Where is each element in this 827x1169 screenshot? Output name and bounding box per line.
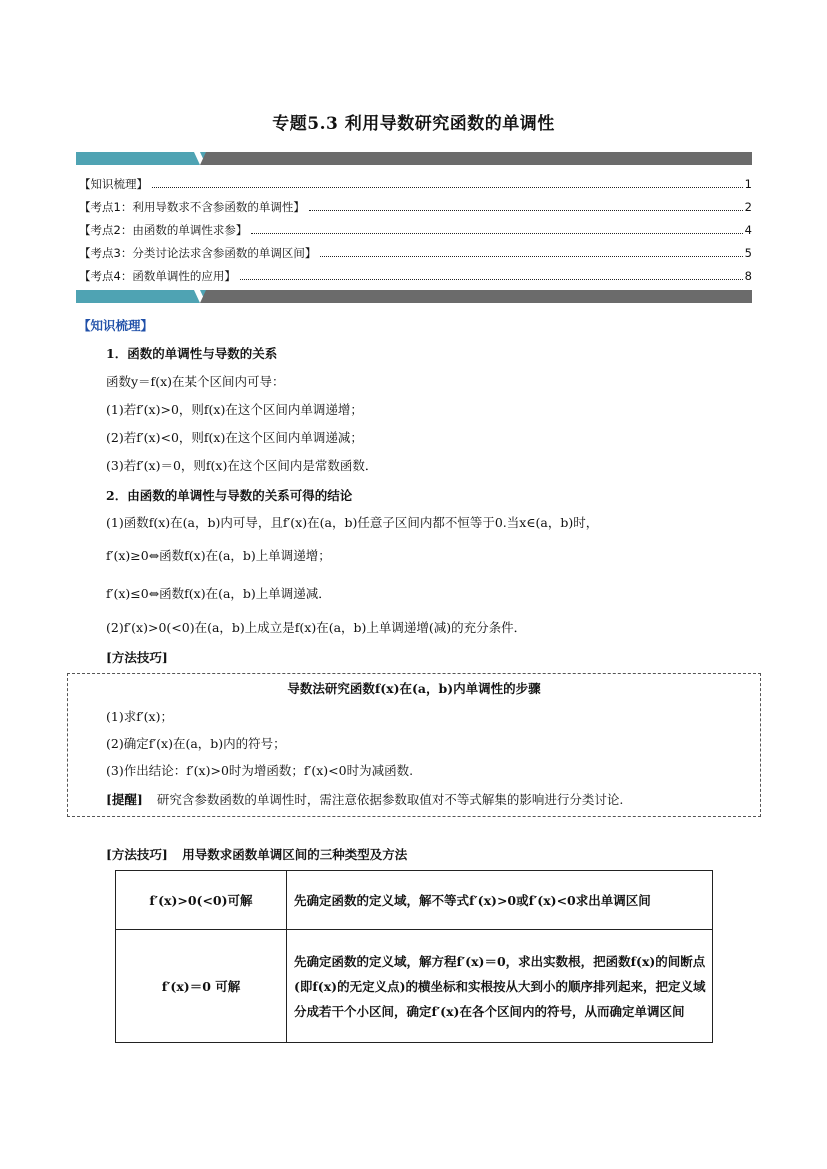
toc-entry[interactable] <box>79 176 752 199</box>
toc-leader-dots <box>251 233 742 234</box>
toc-entry-page: 8 <box>744 269 752 283</box>
method-label: [方法技巧] <box>106 650 168 665</box>
steps-box <box>67 673 761 817</box>
tip-label: [提醒] <box>106 792 143 807</box>
toc-entry[interactable] <box>79 199 752 222</box>
steps-box-line: (3)作出结论：f′(x)>0时为增函数；f′(x)<0时为减函数. <box>106 763 414 778</box>
method-table <box>115 870 713 1043</box>
paragraph-line: f′(x)≥0⇔函数f(x)在(a，b)上单调递增； <box>106 548 331 563</box>
table-cell-case: f′(x)>0(<0)可解 <box>116 871 287 930</box>
paragraph-line: (2)f′(x)>0(<0)在(a，b)上成立是f(x)在(a，b)上单调递增(减)的充分条件． <box>106 620 527 635</box>
table-cell-method: 先确定函数的定义域，解不等式f′(x)>0或f′(x)<0求出单调区间 <box>287 871 713 930</box>
toc-entry-page: 2 <box>744 200 752 214</box>
toc-leader-dots <box>240 279 743 280</box>
steps-box-tip <box>106 790 623 808</box>
table-cell-case: f′(x)＝0 可解 <box>116 930 287 1043</box>
section-heading: 【知识梳理】 <box>78 318 154 333</box>
steps-box-line: (1)求f′(x)； <box>106 709 173 724</box>
paragraph-line: f′(x)≤0⇔函数f(x)在(a，b)上单调递减． <box>106 586 331 601</box>
toc-entry-label: 【知识梳理】 <box>79 177 148 191</box>
steps-box-title: 导数法研究函数f(x)在(a，b)内单调性的步骤 <box>287 681 541 696</box>
paragraph-line: (1)函数f(x)在(a，b)内可导，且f′(x)在(a，b)任意子区间内都不恒等于0.当x∈(a，b)时， <box>106 515 599 530</box>
method-label: [方法技巧] <box>106 847 168 862</box>
toc-entry-label: 【考点1：利用导数求不含参函数的单调性】 <box>79 200 305 214</box>
toc-entry[interactable] <box>79 222 752 245</box>
toc-entry-label: 【考点3：分类讨论法求含参函数的单调区间】 <box>79 246 317 260</box>
paragraph-line: (2)若f′(x)<0，则f(x)在这个区间内单调递减； <box>106 430 363 445</box>
table-of-contents <box>79 176 752 291</box>
table-row <box>116 871 713 930</box>
toc-leader-dots <box>152 187 743 188</box>
toc-entry-label: 【考点2：由函数的单调性求参】 <box>79 223 248 237</box>
header-band-top <box>76 152 752 165</box>
toc-leader-dots <box>320 256 742 257</box>
page-title: 专题5.3 利用导数研究函数的单调性 <box>272 114 555 134</box>
tip-text: 研究含参数函数的单调性时，需注意依据参数取值对不等式解集的影响进行分类讨论. <box>156 792 624 807</box>
toc-entry[interactable] <box>79 268 752 291</box>
steps-box-line: (2)确定f′(x)在(a，b)内的符号； <box>106 736 286 751</box>
header-band-bottom <box>76 290 752 303</box>
table-row <box>116 930 713 1043</box>
toc-entry-page: 5 <box>744 246 752 260</box>
toc-entry-label: 【考点4：函数单调性的应用】 <box>79 269 236 283</box>
subsection-title-2: 2．由函数的单调性与导数的关系可得的结论 <box>106 488 353 503</box>
subsection-title-1: 1．函数的单调性与导数的关系 <box>106 346 278 361</box>
paragraph-line: (1)若f′(x)>0，则f(x)在这个区间内单调递增； <box>106 402 363 417</box>
paragraph-line: 函数y＝f(x)在某个区间内可导： <box>106 374 285 389</box>
toc-leader-dots <box>309 210 743 211</box>
method-title: 用导数求函数单调区间的三种类型及方法 <box>182 847 408 862</box>
method-heading <box>106 845 407 863</box>
toc-entry-page: 4 <box>744 223 752 237</box>
toc-entry[interactable] <box>79 245 752 268</box>
table-cell-method: 先确定函数的定义域，解方程f′(x)＝0，求出实数根，把函数f(x)的间断点(即f(x)的无定义点)的横坐标和实根按从大到小的顺序排列起来，把定义域分成若干个小区间，确定f′(x)在各个区间内的符号，从而确定单调区间 <box>287 930 713 1043</box>
paragraph-line: (3)若f′(x)＝0，则f(x)在这个区间内是常数函数． <box>106 458 378 473</box>
toc-entry-page: 1 <box>744 177 752 191</box>
